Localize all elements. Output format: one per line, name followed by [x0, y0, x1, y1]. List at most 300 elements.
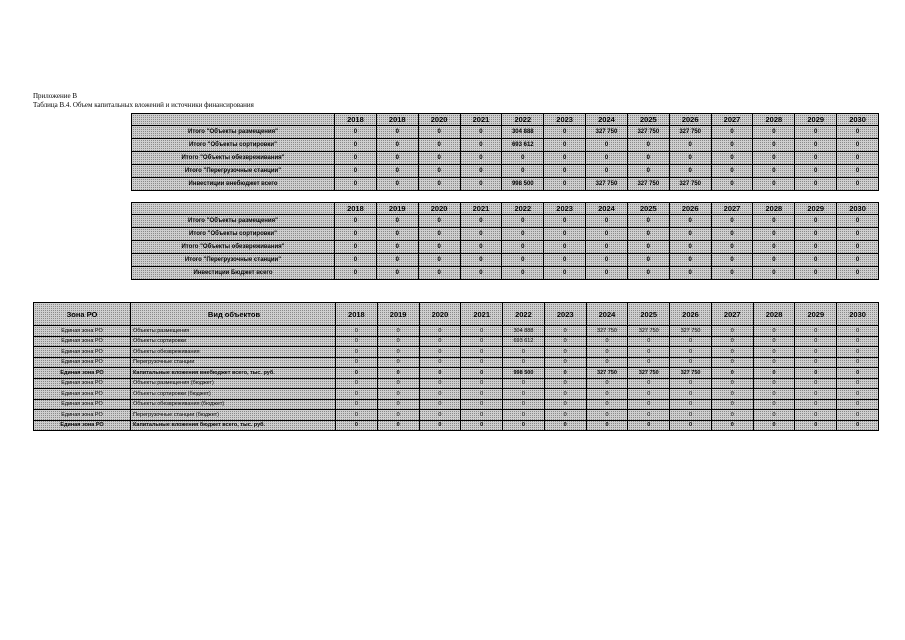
table-row — [132, 165, 879, 178]
value-cell: 0 — [628, 336, 670, 347]
value-cell: 0 — [669, 267, 711, 280]
table-row — [34, 357, 879, 368]
value-cell: 0 — [586, 399, 628, 410]
value-cell: 0 — [377, 368, 419, 379]
kind-cell: Объекты сортировки — [131, 336, 336, 347]
value-cell: 0 — [627, 215, 669, 228]
table-row — [132, 139, 879, 152]
value-cell: 0 — [837, 152, 879, 165]
value-cell: 0 — [753, 178, 795, 191]
value-cell: 0 — [586, 357, 628, 368]
value-cell: 0 — [460, 152, 502, 165]
value-cell: 0 — [627, 139, 669, 152]
value-cell: 0 — [418, 178, 460, 191]
value-cell: 0 — [837, 215, 879, 228]
year-header: 2023 — [544, 114, 586, 126]
header-blank-cell — [132, 203, 335, 215]
value-cell: 693 612 — [503, 336, 545, 347]
value-cell: 0 — [502, 215, 544, 228]
value-cell: 0 — [502, 228, 544, 241]
value-cell: 0 — [795, 389, 837, 400]
value-cell: 0 — [837, 357, 879, 368]
value-cell: 0 — [419, 326, 461, 337]
row-label: Итого "Объекты размещения" — [132, 126, 335, 139]
year-header: 2023 — [544, 203, 586, 215]
value-cell: 0 — [336, 410, 378, 421]
year-header: 2027 — [711, 203, 753, 215]
value-cell: 0 — [711, 336, 753, 347]
value-cell: 0 — [586, 241, 628, 254]
zone-cell: Единая зона РО — [34, 399, 131, 410]
value-cell: 0 — [837, 165, 879, 178]
value-cell: 0 — [586, 215, 628, 228]
value-cell: 0 — [795, 254, 837, 267]
value-cell: 0 — [795, 126, 837, 139]
value-cell: 327 750 — [669, 178, 711, 191]
value-cell: 0 — [418, 165, 460, 178]
year-header: 2018 — [335, 203, 377, 215]
value-cell: 0 — [335, 152, 377, 165]
year-header: 2028 — [753, 114, 795, 126]
value-cell: 0 — [586, 254, 628, 267]
value-cell: 0 — [503, 378, 545, 389]
total-row — [34, 420, 879, 431]
value-cell: 0 — [336, 336, 378, 347]
value-cell: 0 — [711, 228, 753, 241]
value-cell: 0 — [460, 267, 502, 280]
value-cell: 0 — [670, 336, 712, 347]
year-header: 2029 — [795, 114, 837, 126]
value-cell: 0 — [335, 267, 377, 280]
value-cell: 0 — [837, 410, 879, 421]
value-cell: 0 — [376, 126, 418, 139]
value-cell: 0 — [419, 410, 461, 421]
value-cell: 0 — [753, 420, 795, 431]
table-row — [132, 215, 879, 228]
value-cell: 0 — [795, 368, 837, 379]
value-cell: 0 — [460, 241, 502, 254]
value-cell: 0 — [795, 410, 837, 421]
value-cell: 0 — [837, 420, 879, 431]
value-cell: 0 — [711, 326, 753, 337]
value-cell: 0 — [753, 215, 795, 228]
value-cell: 998 500 — [503, 368, 545, 379]
value-cell: 0 — [335, 254, 377, 267]
value-cell: 0 — [753, 357, 795, 368]
value-cell: 0 — [419, 347, 461, 358]
value-cell: 0 — [336, 420, 378, 431]
value-cell: 327 750 — [669, 126, 711, 139]
value-cell: 0 — [461, 420, 503, 431]
value-cell: 0 — [670, 347, 712, 358]
value-cell: 0 — [669, 254, 711, 267]
zone-cell: Единая зона РО — [34, 420, 131, 431]
row-label: Итого "Объекты обезвреживания" — [132, 152, 335, 165]
value-cell: 0 — [419, 368, 461, 379]
value-cell: 0 — [460, 228, 502, 241]
value-cell: 327 750 — [586, 368, 628, 379]
value-cell: 0 — [669, 215, 711, 228]
value-cell: 0 — [418, 126, 460, 139]
value-cell: 0 — [418, 228, 460, 241]
value-cell: 0 — [336, 389, 378, 400]
value-cell: 0 — [376, 178, 418, 191]
value-cell: 0 — [753, 378, 795, 389]
value-cell: 0 — [502, 165, 544, 178]
value-cell: 0 — [544, 228, 586, 241]
kind-cell: Капитальные вложения бюджет всего, тыс. руб. — [131, 420, 336, 431]
value-cell: 0 — [586, 389, 628, 400]
value-cell: 0 — [627, 165, 669, 178]
value-cell: 0 — [795, 215, 837, 228]
value-cell: 0 — [544, 139, 586, 152]
value-cell: 0 — [377, 347, 419, 358]
value-cell: 0 — [627, 228, 669, 241]
year-header: 2023 — [544, 303, 586, 326]
header-row — [132, 114, 879, 126]
value-cell: 0 — [795, 241, 837, 254]
value-cell: 0 — [461, 378, 503, 389]
value-cell: 0 — [336, 357, 378, 368]
value-cell: 0 — [502, 152, 544, 165]
year-header: 2028 — [753, 203, 795, 215]
value-cell: 0 — [670, 399, 712, 410]
value-cell: 0 — [628, 420, 670, 431]
kind-cell: Объекты обезвреживания — [131, 347, 336, 358]
value-cell: 0 — [460, 254, 502, 267]
value-cell: 0 — [669, 139, 711, 152]
year-header: 2025 — [627, 203, 669, 215]
value-cell: 327 750 — [628, 368, 670, 379]
value-cell: 0 — [670, 420, 712, 431]
year-header: 2022 — [502, 203, 544, 215]
value-cell: 0 — [628, 389, 670, 400]
value-cell: 0 — [711, 254, 753, 267]
value-cell: 0 — [753, 389, 795, 400]
value-cell: 0 — [461, 336, 503, 347]
value-cell: 0 — [711, 178, 753, 191]
value-cell: 0 — [376, 254, 418, 267]
value-cell: 0 — [460, 126, 502, 139]
total-row — [132, 267, 879, 280]
kind-cell: Объекты размещения (бюджет) — [131, 378, 336, 389]
value-cell: 0 — [670, 378, 712, 389]
value-cell: 0 — [627, 267, 669, 280]
year-header: 2021 — [461, 303, 503, 326]
value-cell: 0 — [503, 420, 545, 431]
value-cell: 0 — [419, 389, 461, 400]
value-cell: 0 — [795, 228, 837, 241]
value-cell: 0 — [753, 336, 795, 347]
value-cell: 0 — [837, 336, 879, 347]
value-cell: 0 — [795, 326, 837, 337]
value-cell: 0 — [753, 399, 795, 410]
value-cell: 0 — [753, 241, 795, 254]
zone-cell: Единая зона РО — [34, 326, 131, 337]
year-header: 2024 — [586, 203, 628, 215]
value-cell: 0 — [377, 410, 419, 421]
value-cell: 0 — [628, 357, 670, 368]
value-cell: 0 — [669, 165, 711, 178]
value-cell: 0 — [795, 178, 837, 191]
value-cell: 0 — [418, 267, 460, 280]
value-cell: 0 — [795, 378, 837, 389]
value-cell: 0 — [795, 357, 837, 368]
value-cell: 0 — [544, 368, 586, 379]
year-header: 2024 — [586, 114, 628, 126]
zone-cell: Единая зона РО — [34, 368, 131, 379]
year-header: 2018 — [376, 114, 418, 126]
value-cell: 0 — [544, 336, 586, 347]
value-cell: 0 — [837, 368, 879, 379]
row-label: Итого "Перегрузочные станции" — [132, 254, 335, 267]
value-cell: 0 — [586, 378, 628, 389]
value-cell: 0 — [418, 152, 460, 165]
year-header: 2030 — [837, 303, 879, 326]
kind-cell: Объекты обезвреживания (бюджет) — [131, 399, 336, 410]
value-cell: 0 — [711, 152, 753, 165]
header-row — [34, 303, 879, 326]
value-cell: 0 — [837, 326, 879, 337]
row-label: Итого "Объекты сортировки" — [132, 139, 335, 152]
value-cell: 0 — [711, 378, 753, 389]
value-cell: 0 — [627, 152, 669, 165]
value-cell: 0 — [586, 228, 628, 241]
value-cell: 0 — [795, 152, 837, 165]
row-label: Инвестиции Бюджет всего — [132, 267, 335, 280]
table-row — [132, 126, 879, 139]
year-header: 2028 — [753, 303, 795, 326]
value-cell: 0 — [503, 389, 545, 400]
value-cell: 0 — [795, 139, 837, 152]
year-header: 2019 — [377, 303, 419, 326]
value-cell: 0 — [795, 347, 837, 358]
value-cell: 0 — [586, 410, 628, 421]
value-cell: 0 — [711, 347, 753, 358]
value-cell: 0 — [711, 368, 753, 379]
value-cell: 0 — [419, 378, 461, 389]
value-cell: 0 — [544, 215, 586, 228]
value-cell: 0 — [753, 326, 795, 337]
value-cell: 0 — [461, 347, 503, 358]
value-cell: 0 — [586, 139, 628, 152]
value-cell: 0 — [460, 165, 502, 178]
value-cell: 0 — [753, 410, 795, 421]
value-cell: 0 — [461, 410, 503, 421]
value-cell: 0 — [753, 254, 795, 267]
kind-cell: Капитальные вложения внебюджет всего, тыс. руб. — [131, 368, 336, 379]
summary-table-offbudget — [131, 113, 879, 191]
value-cell: 0 — [753, 368, 795, 379]
total-row — [132, 178, 879, 191]
value-cell: 0 — [544, 152, 586, 165]
value-cell: 0 — [335, 139, 377, 152]
value-cell: 0 — [460, 139, 502, 152]
appendix-label: Приложение В — [33, 92, 77, 100]
zone-cell: Единая зона РО — [34, 336, 131, 347]
value-cell: 0 — [837, 126, 879, 139]
value-cell: 0 — [670, 389, 712, 400]
year-header: 2019 — [376, 203, 418, 215]
value-cell: 0 — [711, 165, 753, 178]
value-cell: 327 750 — [628, 326, 670, 337]
year-header: 2025 — [628, 303, 670, 326]
year-header: 2029 — [795, 303, 837, 326]
value-cell: 0 — [628, 410, 670, 421]
value-cell: 0 — [711, 410, 753, 421]
row-label: Итого "Объекты сортировки" — [132, 228, 335, 241]
value-cell: 0 — [586, 347, 628, 358]
value-cell: 0 — [837, 241, 879, 254]
value-cell: 0 — [461, 357, 503, 368]
value-cell: 0 — [377, 389, 419, 400]
table-row — [34, 389, 879, 400]
value-cell: 0 — [376, 139, 418, 152]
value-cell: 0 — [503, 410, 545, 421]
value-cell: 0 — [419, 399, 461, 410]
value-cell: 0 — [335, 215, 377, 228]
value-cell: 0 — [837, 267, 879, 280]
year-header: 2026 — [670, 303, 712, 326]
value-cell: 0 — [544, 241, 586, 254]
value-cell: 0 — [544, 389, 586, 400]
table-row — [34, 336, 879, 347]
value-cell: 0 — [503, 399, 545, 410]
year-header: 2030 — [837, 114, 879, 126]
value-cell: 0 — [418, 139, 460, 152]
value-cell: 0 — [711, 215, 753, 228]
row-label: Итого "Перегрузочные станции" — [132, 165, 335, 178]
value-cell: 0 — [795, 165, 837, 178]
kind-cell: Объекты сортировки (бюджет) — [131, 389, 336, 400]
value-cell: 0 — [837, 347, 879, 358]
value-cell: 0 — [336, 347, 378, 358]
year-header: 2020 — [419, 303, 461, 326]
value-cell: 0 — [376, 165, 418, 178]
summary-table-budget — [131, 202, 879, 280]
year-header: 2022 — [502, 114, 544, 126]
value-cell: 0 — [711, 139, 753, 152]
table-row — [34, 410, 879, 421]
value-cell: 0 — [837, 254, 879, 267]
table-row — [34, 378, 879, 389]
value-cell: 0 — [503, 357, 545, 368]
year-header: 2021 — [460, 203, 502, 215]
value-cell: 0 — [335, 178, 377, 191]
value-cell: 0 — [586, 165, 628, 178]
value-cell: 0 — [669, 241, 711, 254]
value-cell: 0 — [544, 178, 586, 191]
value-cell: 0 — [837, 228, 879, 241]
year-header: 2020 — [418, 203, 460, 215]
value-cell: 0 — [628, 347, 670, 358]
value-cell: 327 750 — [670, 326, 712, 337]
value-cell: 0 — [628, 399, 670, 410]
value-cell: 0 — [544, 357, 586, 368]
value-cell: 0 — [376, 215, 418, 228]
value-cell: 0 — [837, 389, 879, 400]
table-row — [132, 152, 879, 165]
value-cell: 0 — [376, 228, 418, 241]
year-header: 2021 — [460, 114, 502, 126]
row-label: Итого "Объекты размещения" — [132, 215, 335, 228]
zone-cell: Единая зона РО — [34, 389, 131, 400]
value-cell: 0 — [502, 241, 544, 254]
value-cell: 0 — [837, 378, 879, 389]
table-row — [34, 347, 879, 358]
value-cell: 0 — [377, 357, 419, 368]
year-header: 2025 — [627, 114, 669, 126]
value-cell: 327 750 — [627, 178, 669, 191]
detail-table — [33, 302, 879, 431]
value-cell: 0 — [335, 228, 377, 241]
value-cell: 0 — [419, 357, 461, 368]
value-cell: 0 — [335, 241, 377, 254]
value-cell: 0 — [586, 420, 628, 431]
value-cell: 0 — [419, 420, 461, 431]
zone-cell: Единая зона РО — [34, 378, 131, 389]
value-cell: 0 — [795, 420, 837, 431]
zone-header: Зона РО — [34, 303, 131, 326]
year-header: 2027 — [711, 303, 753, 326]
row-label: Инвестиции внебюджет всего — [132, 178, 335, 191]
value-cell: 0 — [753, 165, 795, 178]
value-cell: 0 — [544, 267, 586, 280]
value-cell: 327 750 — [627, 126, 669, 139]
value-cell: 0 — [753, 152, 795, 165]
value-cell: 0 — [335, 165, 377, 178]
zone-cell: Единая зона РО — [34, 357, 131, 368]
value-cell: 0 — [544, 410, 586, 421]
value-cell: 0 — [544, 420, 586, 431]
value-cell: 0 — [335, 126, 377, 139]
value-cell: 0 — [795, 399, 837, 410]
value-cell: 0 — [544, 326, 586, 337]
value-cell: 0 — [795, 336, 837, 347]
kind-cell: Объекты размещения — [131, 326, 336, 337]
value-cell: 0 — [711, 267, 753, 280]
value-cell: 0 — [460, 178, 502, 191]
zone-cell: Единая зона РО — [34, 410, 131, 421]
value-cell: 0 — [544, 399, 586, 410]
value-cell: 0 — [336, 378, 378, 389]
value-cell: 0 — [753, 347, 795, 358]
value-cell: 0 — [837, 139, 879, 152]
value-cell: 0 — [336, 399, 378, 410]
value-cell: 0 — [502, 254, 544, 267]
value-cell: 0 — [753, 126, 795, 139]
value-cell: 0 — [586, 336, 628, 347]
total-row — [34, 368, 879, 379]
year-header: 2026 — [669, 203, 711, 215]
value-cell: 0 — [376, 267, 418, 280]
table-row — [132, 228, 879, 241]
value-cell: 0 — [376, 241, 418, 254]
value-cell: 0 — [711, 399, 753, 410]
value-cell: 998 500 — [502, 178, 544, 191]
value-cell: 0 — [544, 165, 586, 178]
value-cell: 0 — [461, 326, 503, 337]
value-cell: 0 — [669, 228, 711, 241]
table-row — [34, 326, 879, 337]
value-cell: 0 — [627, 241, 669, 254]
value-cell: 0 — [460, 215, 502, 228]
value-cell: 0 — [586, 267, 628, 280]
value-cell: 0 — [377, 399, 419, 410]
value-cell: 0 — [670, 357, 712, 368]
value-cell: 327 750 — [586, 326, 628, 337]
value-cell: 0 — [377, 420, 419, 431]
